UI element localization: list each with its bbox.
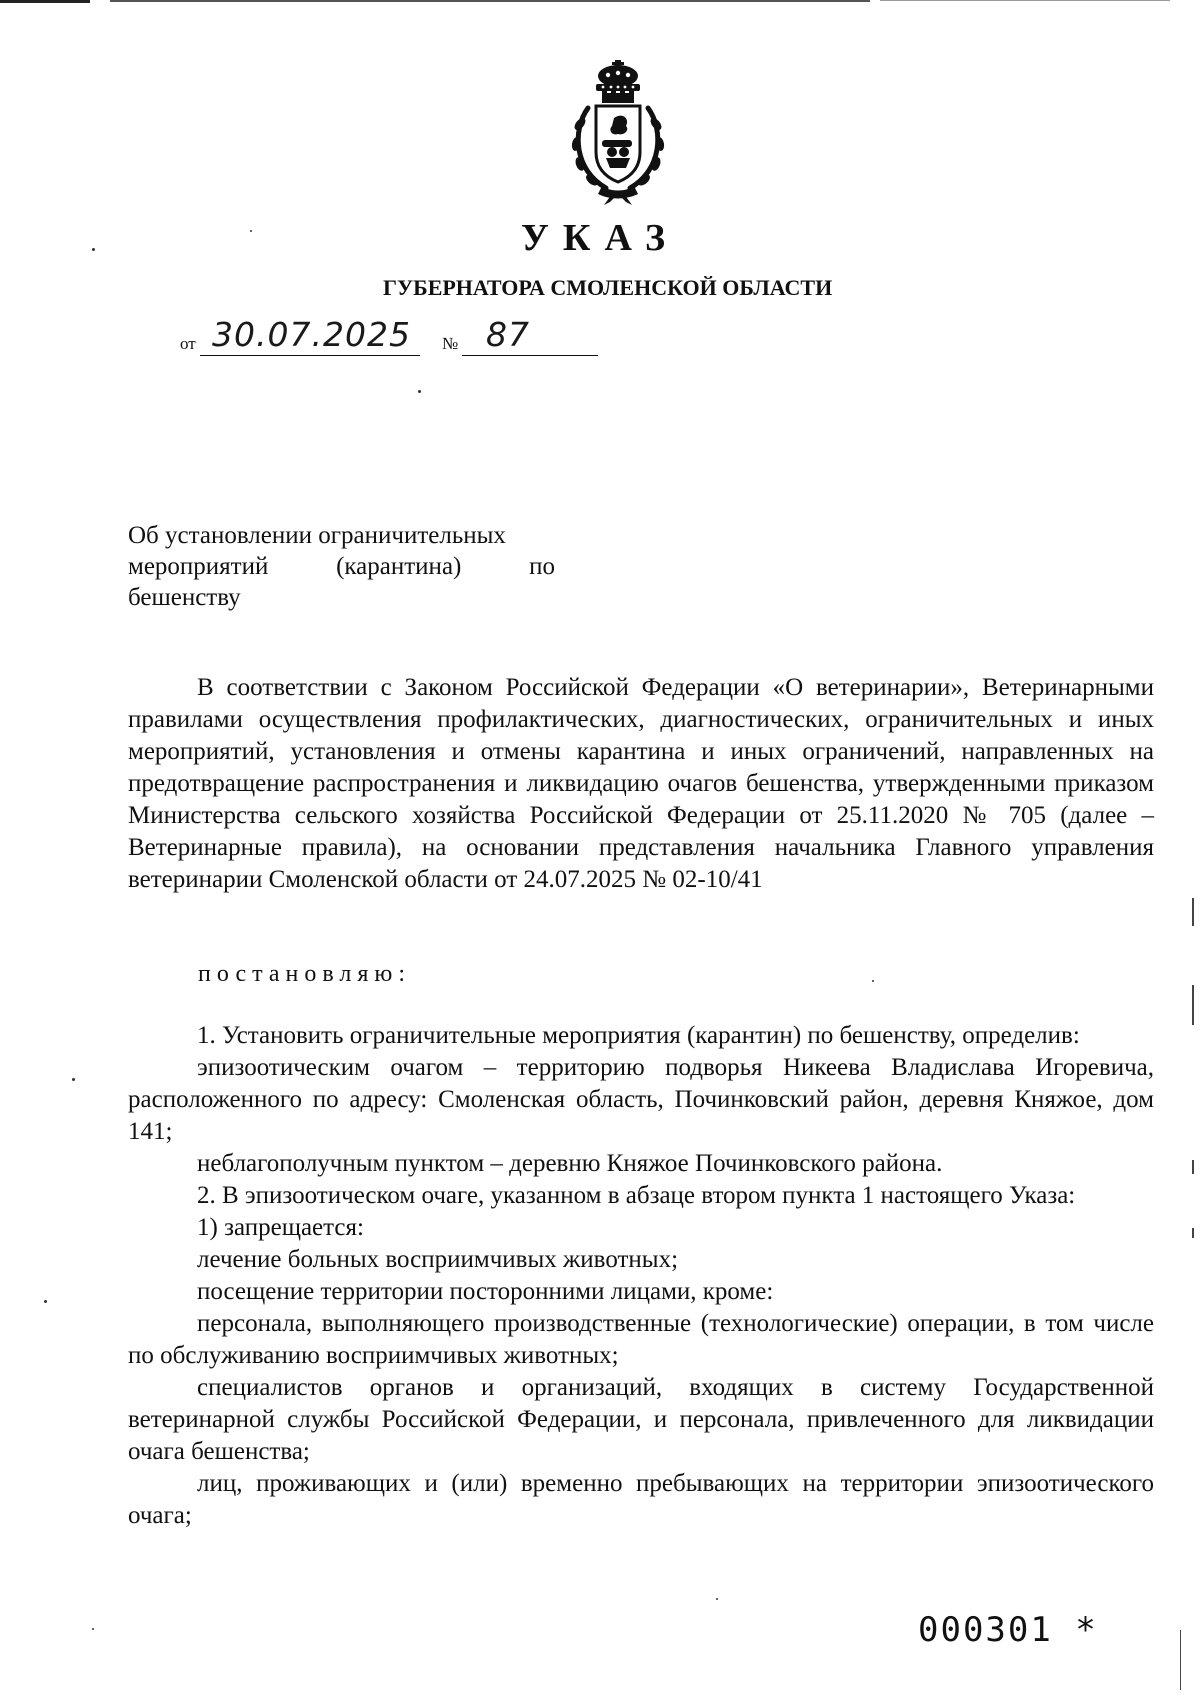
scan-edge-mark [1192, 985, 1194, 1025]
subject-line-2: мероприятий (карантина) по [128, 553, 555, 580]
issuer-subtitle: ГУБЕРНАТОРА СМОЛЕНСКОЙ ОБЛАСТИ [383, 275, 833, 300]
scan-speck [72, 1078, 75, 1081]
smolensk-coat-of-arms-icon [566, 60, 670, 205]
item-2-1-b2: специалистов органов и организаций, входящих в систему Государственной ветеринарной службы Российской Федерации, и персонала, привлеченного для ликвидации очага бешенства; [128, 1374, 1154, 1465]
item-1: 1. Установить ограничительные мероприятия (карантин) по бешенству, определив: [197, 1022, 1080, 1049]
scan-speck [250, 230, 252, 232]
item-1-point: неблагополучным пунктом – деревню Княжое Починковского района. [197, 1150, 943, 1177]
subject-line-1: Об установлении ограничительных [128, 522, 506, 549]
scan-edge-mark [1192, 1160, 1194, 1174]
scan-edge-mark [1180, 1630, 1181, 1690]
scan-speck [92, 1628, 94, 1630]
item-2-1-b1: персонала, выполняющего производственные (технологические) операции, в том числе по обслуживанию восприимчивых животных; [128, 1310, 1154, 1369]
number-value-handwritten: 87 [486, 315, 530, 354]
item-2-1-b3: лиц, проживающих и (или) временно пребывающих на территории эпизоотического очага; [128, 1470, 1154, 1529]
date-number-line [180, 315, 600, 358]
scan-speck [872, 980, 874, 982]
number-label: № [442, 334, 459, 353]
item-2: 2. В эпизоотическом очаге, указанном в абзаце втором пункта 1 настоящего Указа: [197, 1182, 1076, 1209]
scan-speck [418, 390, 421, 393]
item-2-1-a: лечение больных восприимчивых животных; [197, 1246, 679, 1273]
decree-body [128, 1020, 1154, 1532]
document-subject [128, 520, 555, 613]
scan-edge-mark [1192, 1228, 1194, 1238]
date-value-handwritten: 30.07.2025 [212, 315, 411, 354]
preamble-block [128, 672, 1154, 896]
scan-edge-mark [1192, 898, 1194, 926]
scan-speck [716, 1598, 718, 1600]
scan-speck [44, 1300, 47, 1303]
decree-word: постановляю: [198, 961, 411, 987]
scan-top-edge [0, 0, 1200, 3]
document-type-title: УКАЗ [521, 217, 679, 259]
form-serial-number: 000301 * [918, 1610, 1098, 1650]
item-2-1-b: посещение территории посторонними лицами, кроме: [197, 1278, 774, 1305]
subject-line-3: бешенству [128, 584, 241, 611]
date-label: от [180, 334, 196, 353]
item-2-1: 1) запрещается: [197, 1214, 364, 1241]
item-1-focus: эпизоотическим очагом – территорию подворья Никеева Владислава Игоревича, расположенного по адресу: Смоленская область, Починковский район, деревня Княжое, дом 141; [128, 1054, 1154, 1145]
preamble-paragraph: В соответствии с Законом Российской Федерации «О ветеринарии», Ветеринарными правилами осуществления профилактических, диагностических, ограничительных и иных мероприятий, установления и отмены карантина и иных ограничений, направленных на предотвращение распространения и ликвидацию очагов бешенства, утвержденными приказом Министерства сельского хозяйства Российской Федерации от 25.11.2020 № 705 (далее – Ветеринарные правила), на основании представления начальника Главного управления ветеринарии Смоленской области от 24.07.2025 № 02-10/41 [128, 674, 1154, 893]
scan-speck [92, 248, 95, 251]
